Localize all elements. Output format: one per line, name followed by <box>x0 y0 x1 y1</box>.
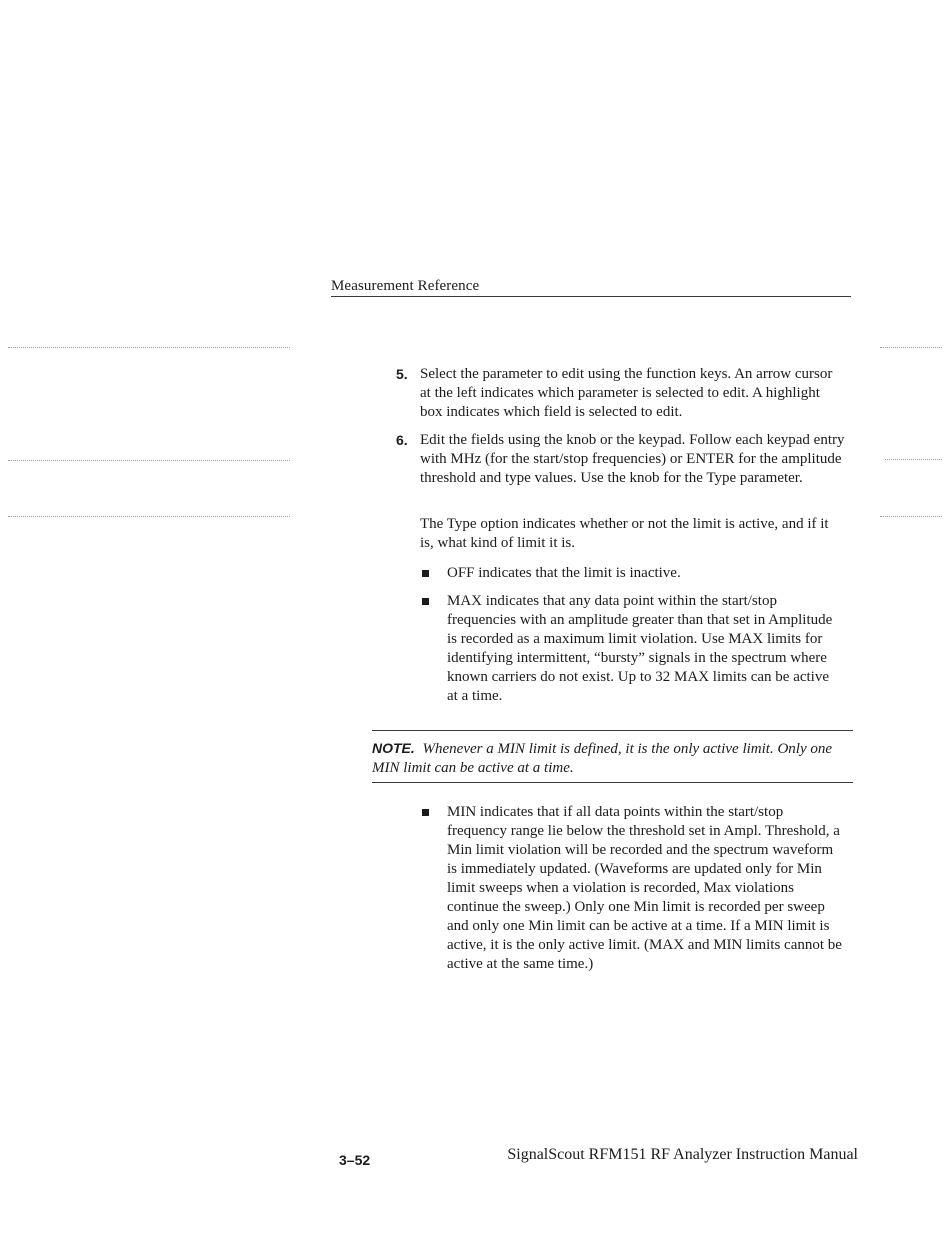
bullet-square-icon <box>422 598 429 605</box>
bullet-text: OFF indicates that the limit is inactive. <box>447 565 681 581</box>
header-rule <box>331 296 851 297</box>
running-header: Measurement Reference <box>331 278 480 294</box>
margin-dotline-right-2 <box>885 459 942 460</box>
margin-dotline-left-2 <box>8 460 290 461</box>
note-label: NOTE. <box>372 740 415 756</box>
margin-dotline-left-1 <box>8 347 290 348</box>
margin-dotline-right-3 <box>880 516 942 517</box>
bullet-square-icon <box>422 570 429 577</box>
note-box <box>372 739 850 778</box>
bullet-text: MIN indicates that if all data points within the start/stop frequency range lie below the threshold set in Ampl. Threshold, a Min limit violation will be recorded and the spectrum waveform is immediately updated. (Waveforms are updated only for Min limit sweeps when a violation is recorded, Max violations continue the sweep.) Only one Min limit is recorded per sweep and only one Min limit can be active at a time. If a MIN limit is active, it is the only active limit. (MAX and MIN limits cannot be active at the same time.) <box>447 804 842 972</box>
manual-title: SignalScout RFM151 RF Analyzer Instruction Manual <box>507 1146 858 1163</box>
type-option-paragraph: The Type option indicates whether or not the limit is active, and if it is, what kind of limit it is. <box>420 516 829 551</box>
step-number: 6. <box>396 432 408 448</box>
note-text: Whenever a MIN limit is defined, it is the only active limit. Only one MIN limit can be active at a time. <box>372 741 833 776</box>
bullet-text: MAX indicates that any data point within the start/stop frequencies with an amplitude greater than that set in Amplitude is recorded as a maximum limit violation. Use MAX limits for identifying intermittent, “bursty” signals in the spectrum where known carriers do not exist. Up to 32 MAX limits can be active at a time. <box>447 593 833 704</box>
margin-dotline-left-3 <box>8 516 290 517</box>
step-number: 5. <box>396 366 408 382</box>
bullet-square-icon <box>422 809 429 816</box>
step-text: Edit the fields using the knob or the keypad. Follow each keypad entry with MHz (for the start/stop frequencies) or ENTER for the amplitude threshold and type values. Use the knob for the Type parameter. <box>420 432 845 486</box>
note-rule-bottom <box>372 782 853 783</box>
step-text: Select the parameter to edit using the function keys. An arrow cursor at the left indicates which parameter is selected to edit. A highlight box indicates which field is selected to edit. <box>420 366 833 420</box>
margin-dotline-right-1 <box>880 347 942 348</box>
note-rule-top <box>372 730 853 731</box>
page-number: 3–52 <box>339 1152 371 1168</box>
